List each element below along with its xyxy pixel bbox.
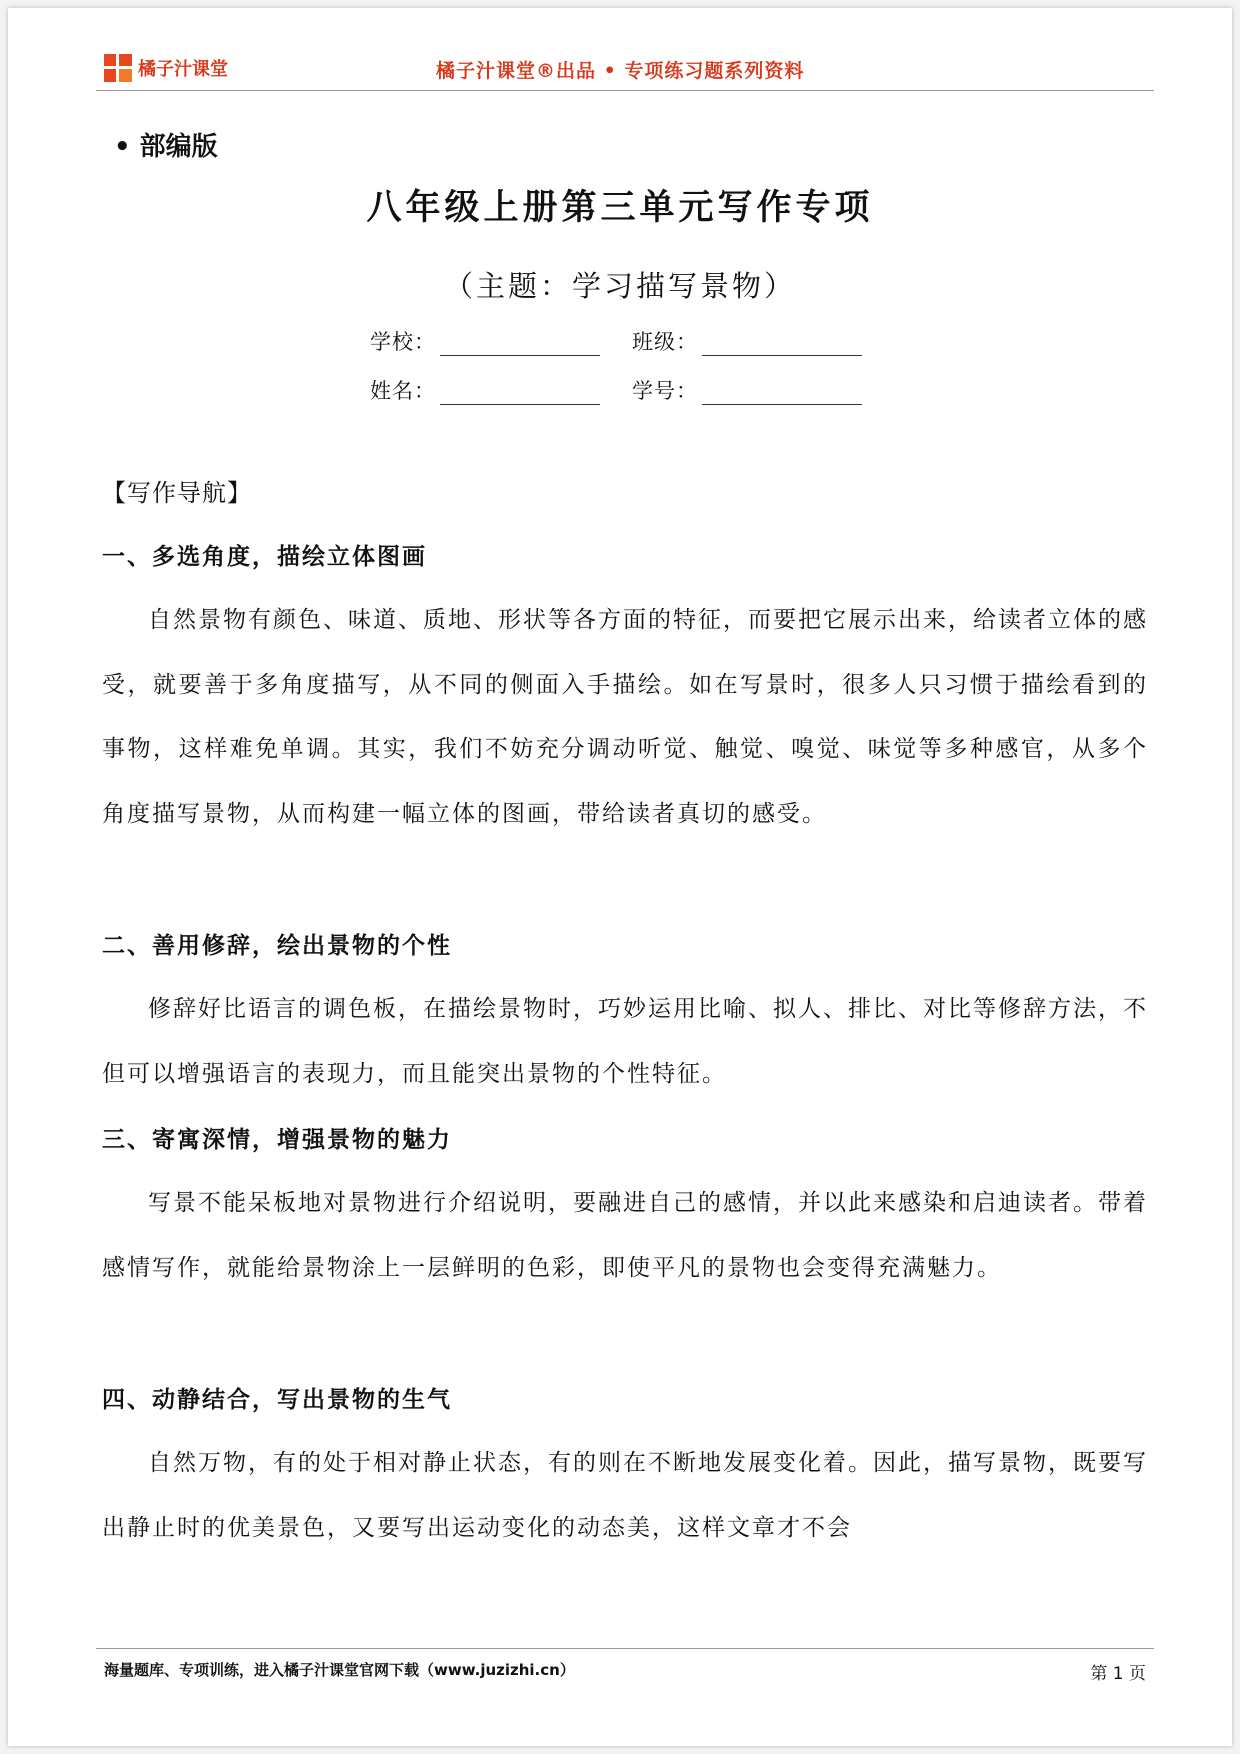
section-text-4: 自然万物，有的处于相对静止状态，有的则在不断地发展变化着。因此，描写景物，既要写出静止时的优美景色，又要写出运动变化的动态美，这样文章才不会 xyxy=(102,1450,1148,1541)
section-heading-3: 三、寄寓深情，增强景物的魅力 xyxy=(102,1127,452,1153)
page-footer xyxy=(96,1648,1154,1689)
class-field[interactable] xyxy=(632,326,862,356)
writing-guide-heading: 【写作导航】 xyxy=(102,479,252,507)
student-no-label: 学号： xyxy=(632,379,698,403)
footer-text: 海量题库、专项训练，进入橘子汁课堂官网下载（www.juzizhi.cn） xyxy=(104,1661,575,1679)
logo-text: 橘子汁课堂 xyxy=(138,59,228,80)
section-heading-1: 一、多选角度，描绘立体图画 xyxy=(102,544,427,570)
edition-label: • 部编版 xyxy=(114,132,218,162)
school-label: 学校： xyxy=(370,330,436,354)
school-field[interactable] xyxy=(370,326,600,356)
section-heading-4: 四、动静结合，写出景物的生气 xyxy=(102,1387,452,1413)
class-blank[interactable] xyxy=(702,331,862,356)
section-text-1: 自然景物有颜色、味道、质地、形状等各方面的特征，而要把它展示出来，给读者立体的感受，就要善于多角度描写，从不同的侧面入手描绘。如在写景时，很多人只习惯于描绘看到的事物，这样难免单调。其实，我们不妨充分调动听觉、触觉、嗅觉、味觉等多种感官，从多个角度描写景物，从而构建一幅立体的图画，带给读者真切的感受。 xyxy=(102,607,1148,827)
name-label: 姓名： xyxy=(370,379,436,403)
student-no-blank[interactable] xyxy=(702,380,862,405)
page-number: 第 1 页 xyxy=(1090,1664,1146,1684)
page-header xyxy=(96,46,1154,91)
class-label: 班级： xyxy=(632,330,698,354)
document-page xyxy=(8,8,1232,1746)
section-text-2: 修辞好比语言的调色板，在描绘景物时，巧妙运用比喻、拟人、排比、对比等修辞方法，不但可以增强语言的表现力，而且能突出景物的个性特征。 xyxy=(102,996,1148,1087)
section-heading-2: 二、善用修辞，绘出景物的个性 xyxy=(102,933,452,959)
header-title: 橘子汁课堂®出品 • 专项练习题系列资料 xyxy=(436,60,805,82)
page-subtitle: （主题：学习描写景物） xyxy=(443,269,796,303)
student-no-field[interactable] xyxy=(632,375,862,405)
name-blank[interactable] xyxy=(440,380,600,405)
brand-logo xyxy=(104,52,228,84)
section-text-3: 写景不能呆板地对景物进行介绍说明，要融进自己的感情，并以此来感染和启迪读者。带着感情写作，就能给景物涂上一层鲜明的色彩，即使平凡的景物也会变得充满魅力。 xyxy=(102,1190,1148,1281)
school-blank[interactable] xyxy=(440,331,600,356)
logo-squares-icon xyxy=(104,54,132,82)
page-title: 八年级上册第三单元写作专项 xyxy=(366,187,874,228)
name-field[interactable] xyxy=(370,375,600,405)
